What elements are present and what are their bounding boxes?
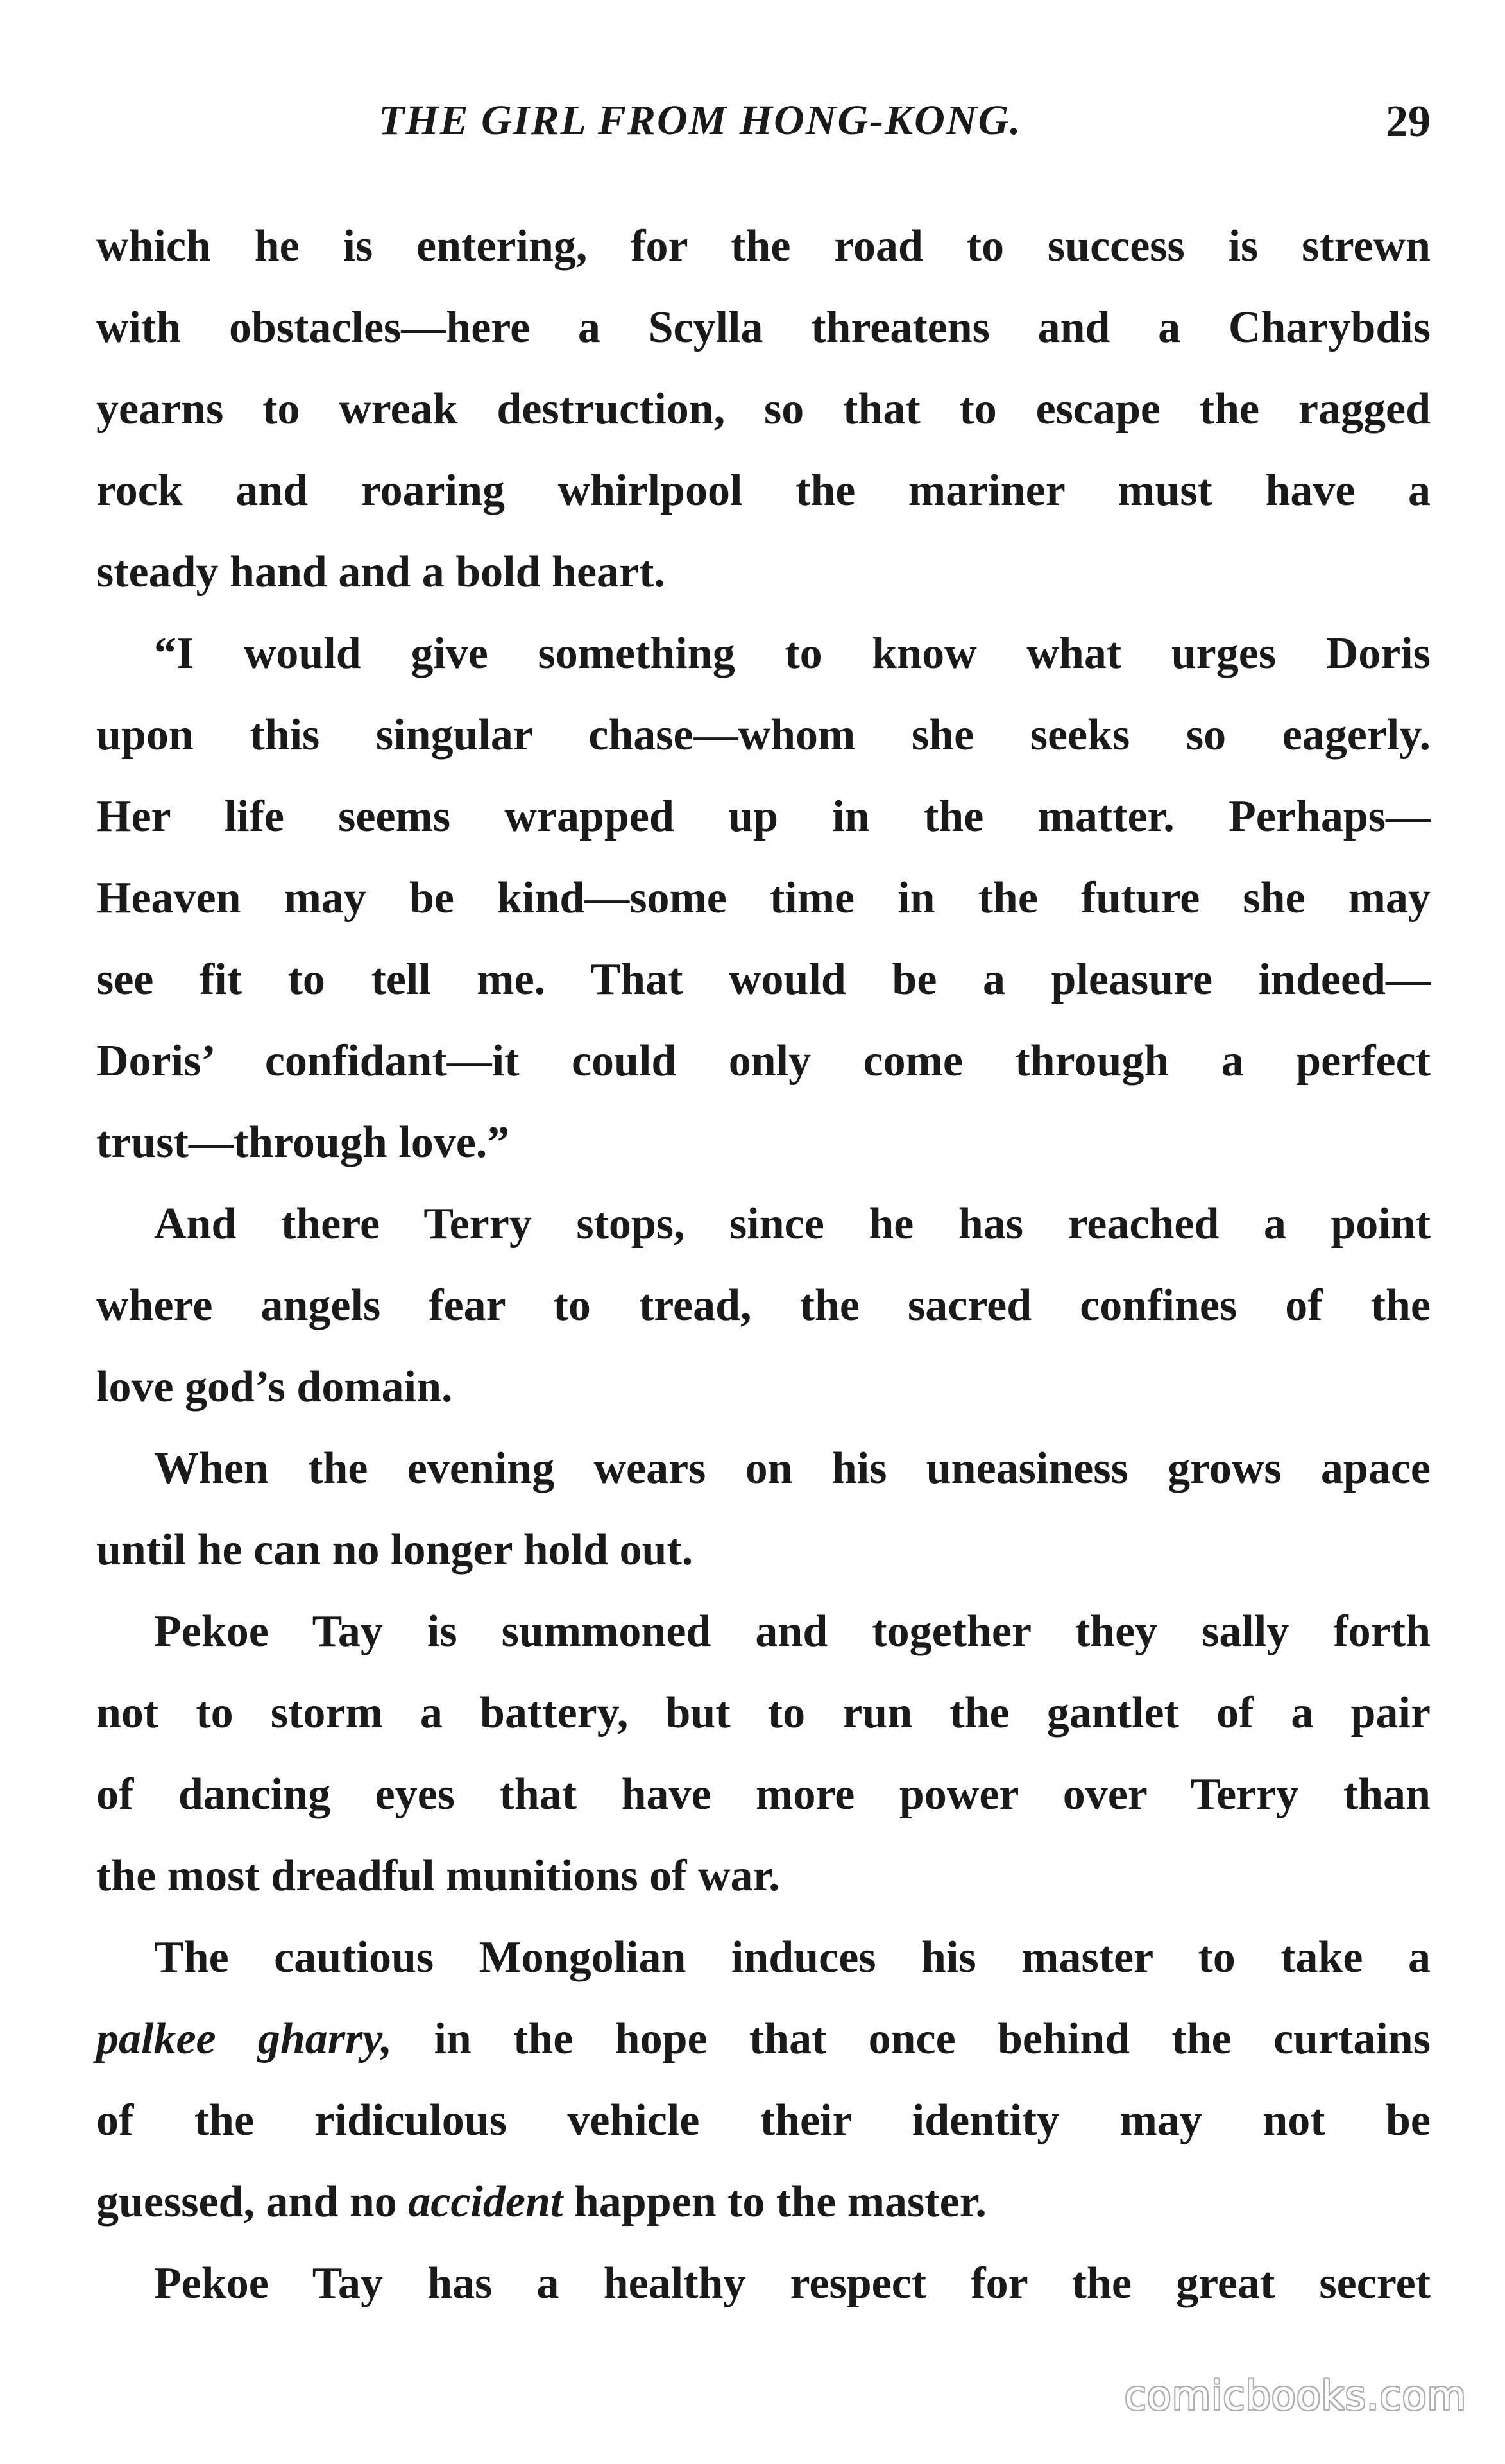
text-line: the most dreadful munitions of war. xyxy=(96,1851,780,1901)
text-line: Her life seems wrapped up in the matter. Perhaps— xyxy=(96,792,1431,841)
paragraph xyxy=(96,2243,1431,2324)
text-run: guessed, and no xyxy=(96,2177,409,2227)
text-line: of the ridiculous vehicle their identity may not be xyxy=(96,2096,1431,2145)
paragraph xyxy=(96,1591,1431,1917)
text-line: see fit to tell me. That would be a pleasure indeed— xyxy=(96,955,1431,1004)
text-line: not to storm a battery, but to run the gantlet of a pair xyxy=(96,1688,1431,1738)
text-line: Heaven may be kind—some time in the future she may xyxy=(96,873,1431,923)
text-line: steady hand and a bold heart. xyxy=(96,547,665,597)
text-line: Doris’ confidant—it could only come through a perfect xyxy=(96,1036,1431,1086)
text-line: where angels fear to tread, the sacred confines of the xyxy=(96,1281,1431,1330)
watermark: comicbooks.com xyxy=(1124,2372,1467,2419)
text-line: Pekoe Tay is summoned and together they sally forth xyxy=(154,1607,1431,1656)
text-run: in the hope that once behind the curtains xyxy=(392,2014,1431,2064)
body-text xyxy=(96,205,1431,2324)
page-header xyxy=(103,96,1437,167)
text-line: Pekoe Tay has a healthy respect for the great secret xyxy=(154,2259,1431,2308)
text-line: with obstacles—here a Scylla threatens and a Charybdis xyxy=(96,303,1431,352)
text-run: happen to the master. xyxy=(563,2177,987,2227)
text-line: The cautious Mongolian induces his master to take a xyxy=(154,1933,1431,1982)
text-line: “I would give something to know what urges Doris xyxy=(154,629,1431,678)
text-line: love god’s domain. xyxy=(96,1362,453,1412)
text-line: When the evening wears on his uneasiness grows apace xyxy=(154,1444,1431,1493)
paragraph xyxy=(96,1917,1431,2243)
italic-phrase: palkee gharry, xyxy=(96,2014,393,2064)
text-line: And there Terry stops, since he has reached a point xyxy=(154,1199,1431,1249)
paragraph xyxy=(96,613,1431,1183)
text-line: rock and roaring whirlpool the mariner must have a xyxy=(96,466,1431,515)
page-number: 29 xyxy=(1386,97,1431,146)
paragraph xyxy=(96,1183,1431,1428)
text-line: yearns to wreak destruction, so that to escape the ragged xyxy=(96,384,1431,434)
text-line: which he is entering, for the road to success is strewn xyxy=(96,221,1431,271)
paragraph xyxy=(96,205,1431,613)
text-line-with-italic xyxy=(96,2161,1431,2243)
italic-phrase: accident xyxy=(408,2177,563,2227)
running-title: THE GIRL FROM HONG-KONG. xyxy=(378,97,1022,144)
paragraph xyxy=(96,1428,1431,1591)
text-line: upon this singular chase—whom she seeks so eagerly. xyxy=(96,710,1431,760)
text-line: of dancing eyes that have more power over Terry than xyxy=(96,1770,1431,1819)
text-line-with-italic xyxy=(96,1998,1431,2080)
text-line: until he can no longer hold out. xyxy=(96,1525,693,1575)
text-line: trust—through love.” xyxy=(96,1118,510,1167)
